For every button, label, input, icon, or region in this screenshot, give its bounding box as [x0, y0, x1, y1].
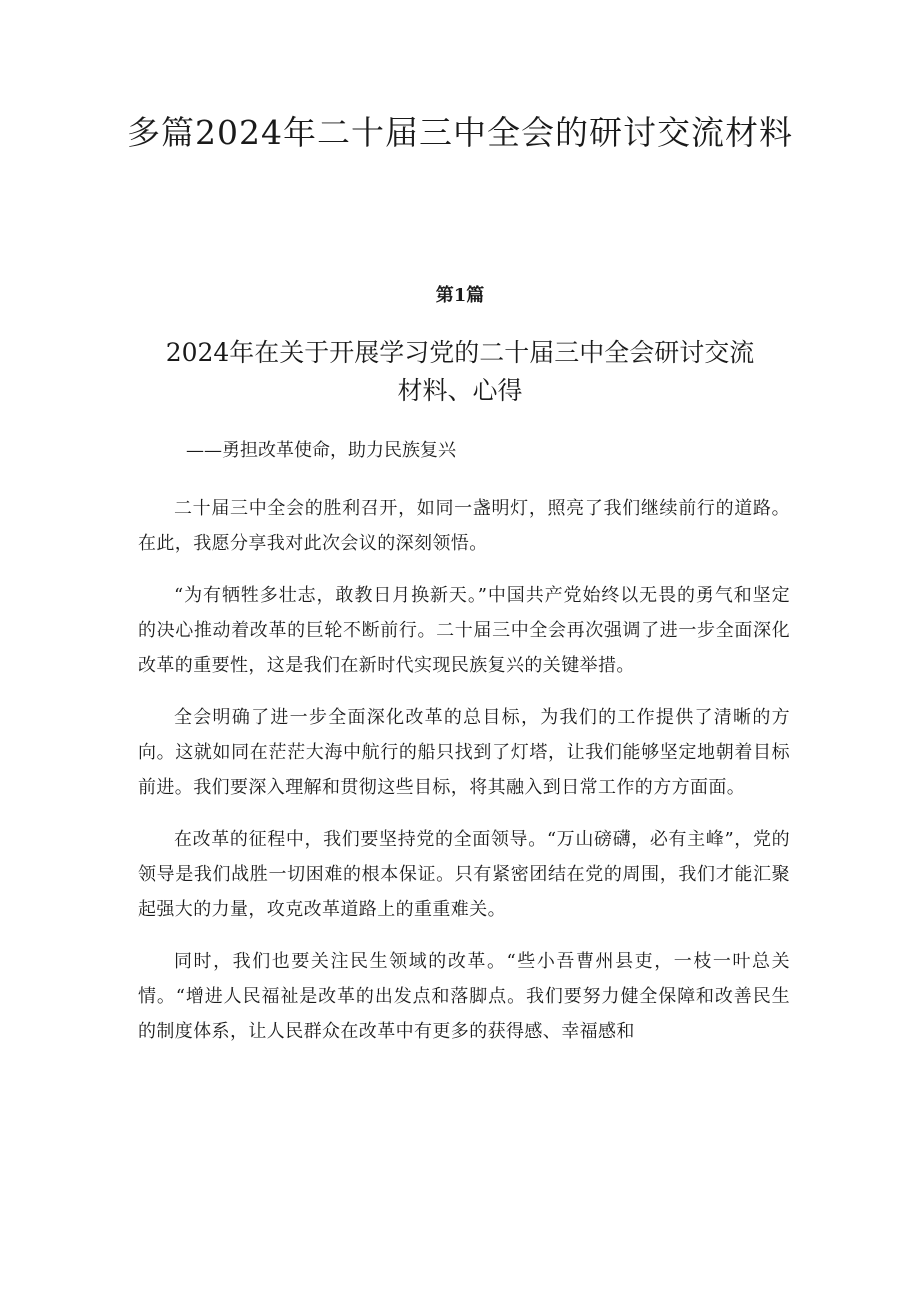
paragraph: 同时，我们也要关注民生领域的改革。“些小吾曹州县吏，一枝一叶总关情。“增进人民福祉是改革的出发点和落脚点。我们要努力健全保障和改善民生的制度体系，让人民群众在改革中有更多的获得感、幸福感和 [138, 951, 790, 1042]
article-body [138, 491, 790, 1066]
paragraph: 全会明确了进一步全面深化改革的总目标，为我们的工作提供了清晰的方向。这就如同在茫茫大海中航行的船只找到了灯塔，让我们能够坚定地朝着目标前进。我们要深入理解和贯彻这些目标，将其融入到日常工作的方方面面。 [138, 707, 790, 798]
paragraph: “为有牺牲多壮志，敢教日月换新天。”中国共产党始终以无畏的勇气和坚定的决心推动着改革的巨轮不断前行。二十届三中全会再次强调了进一步全面深化改革的重要性，这是我们在新时代实现民族复兴的关键举措。 [138, 585, 790, 676]
paragraph: 在改革的征程中，我们要坚持党的全面领导。“万山磅礴，必有主峰”，党的领导是我们战胜一切困难的根本保证。只有紧密团结在党的周围，我们才能汇聚起强大的力量，攻克改革道路上的重重难关。 [138, 829, 790, 920]
article-title: 2024年在关于开展学习党的二十届三中全会研讨交流材料、心得 [165, 338, 755, 405]
document-title: 多篇2024年二十届三中全会的研讨交流材料 [127, 113, 793, 152]
section-label: 第1篇 [435, 285, 485, 306]
article-subtitle: ——勇担改革使命，助力民族复兴 [186, 440, 456, 461]
paragraph: 二十届三中全会的胜利召开，如同一盏明灯，照亮了我们继续前行的道路。在此，我愿分享我对此次会议的深刻领悟。 [138, 498, 790, 554]
